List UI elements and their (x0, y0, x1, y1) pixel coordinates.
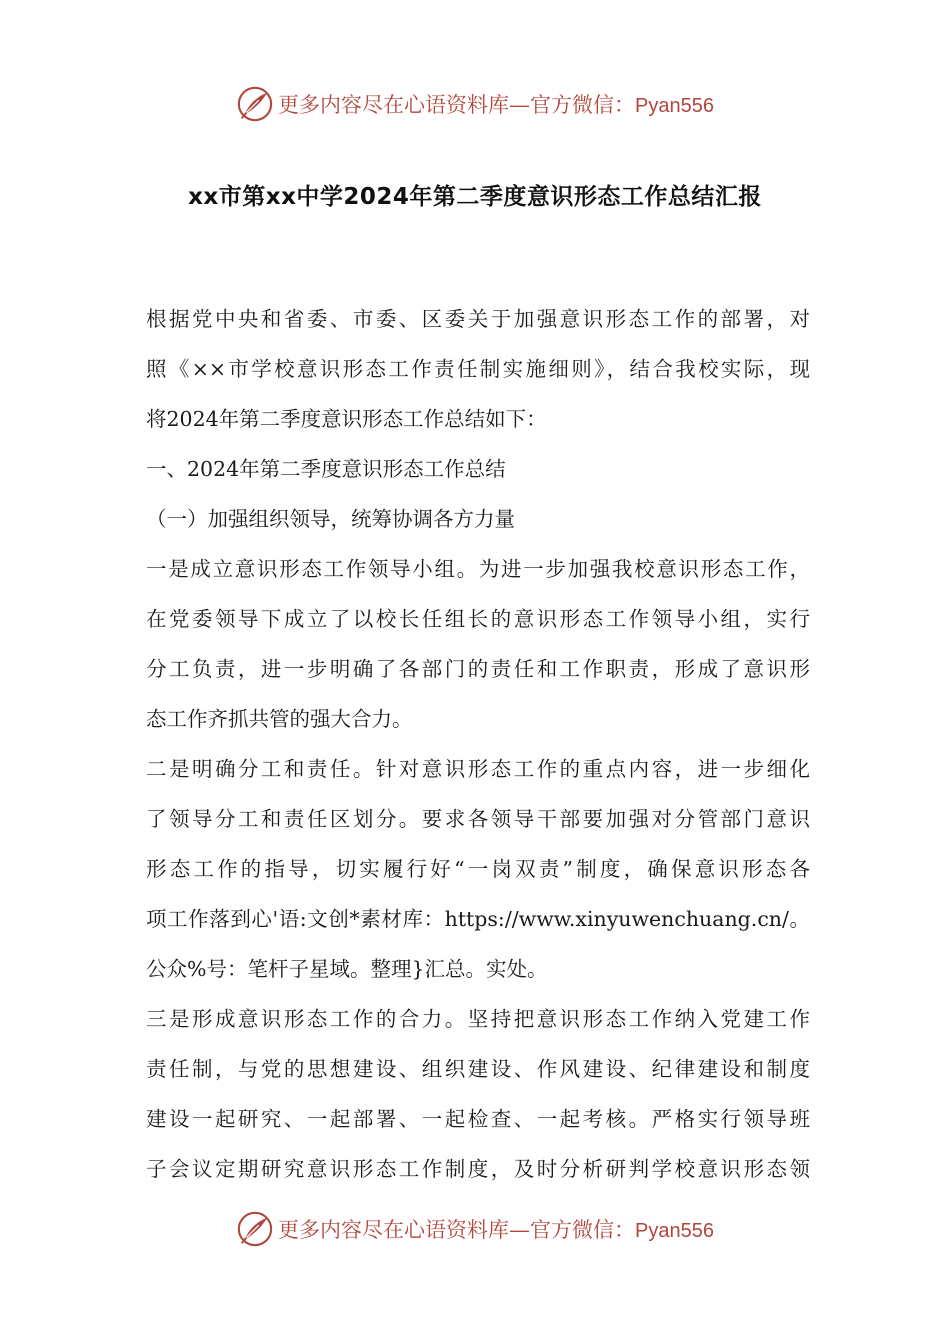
header-watermark (0, 84, 950, 124)
watermark-text: 更多内容尽在心语资料库—官方微信：Pyan556 (278, 1218, 714, 1242)
body-line: 形态工作的指导，切实履行好“一岗双责”制度，确保意识形态各 (146, 857, 810, 881)
wechat-id: Pyan556 (635, 95, 714, 117)
body-line: 将2024年第二季度意识形态工作总结如下： (146, 407, 547, 431)
feather-pen-logo-icon (236, 85, 274, 123)
body-line: 建设一起研究、一起部署、一起检查、一起考核。严格实行领导班 (146, 1107, 810, 1131)
document-body (146, 294, 810, 1194)
body-line: 分工负责，进一步明确了各部门的责任和工作职责，形成了意识形 (146, 657, 810, 681)
body-line: 根据党中央和省委、市委、区委关于加强意识形态工作的部署，对 (146, 307, 810, 331)
wechat-id: Pyan556 (635, 1220, 714, 1242)
body-line: 公众%号：笔杆子星域。整理}汇总。实处。 (146, 957, 548, 981)
body-line: 项工作落到心'语:文创*素材库：https://www.xinyuwenchuang.cn/。 (146, 907, 810, 931)
section-heading: 一、2024年第二季度意识形态工作总结 (146, 457, 506, 481)
body-line: 二是明确分工和责任。针对意识形态工作的重点内容，进一步细化 (146, 757, 810, 781)
watermark-text: 更多内容尽在心语资料库—官方微信：Pyan556 (278, 93, 714, 117)
body-line: 三是形成意识形态工作的合力。坚持把意识形态工作纳入党建工作 (146, 1007, 810, 1031)
body-line: 在党委领导下成立了以校长任组长的意识形态工作领导小组，实行 (146, 607, 810, 631)
body-line: 照《××市学校意识形态工作责任制实施细则》，结合我校实际，现 (146, 357, 810, 381)
body-line: 责任制，与党的思想建设、组织建设、作风建设、纪律建设和制度 (146, 1057, 810, 1081)
feather-pen-logo-icon (236, 1210, 274, 1248)
document-title: xx市第xx中学2024年第二季度意识形态工作总结汇报 (188, 184, 762, 210)
footer-watermark (0, 1209, 950, 1249)
body-line: 态工作齐抓共管的强大合力。 (146, 707, 413, 731)
body-line: 了领导分工和责任区划分。要求各领导干部要加强对分管部门意识 (146, 807, 810, 831)
body-line: 一是成立意识形态工作领导小组。为进一步加强我校意识形态工作， (146, 557, 810, 581)
body-line: 子会议定期研究意识形态工作制度，及时分析研判学校意识形态领 (146, 1157, 810, 1181)
subsection-heading: （一）加强组织领导，统筹协调各方力量 (146, 507, 515, 531)
